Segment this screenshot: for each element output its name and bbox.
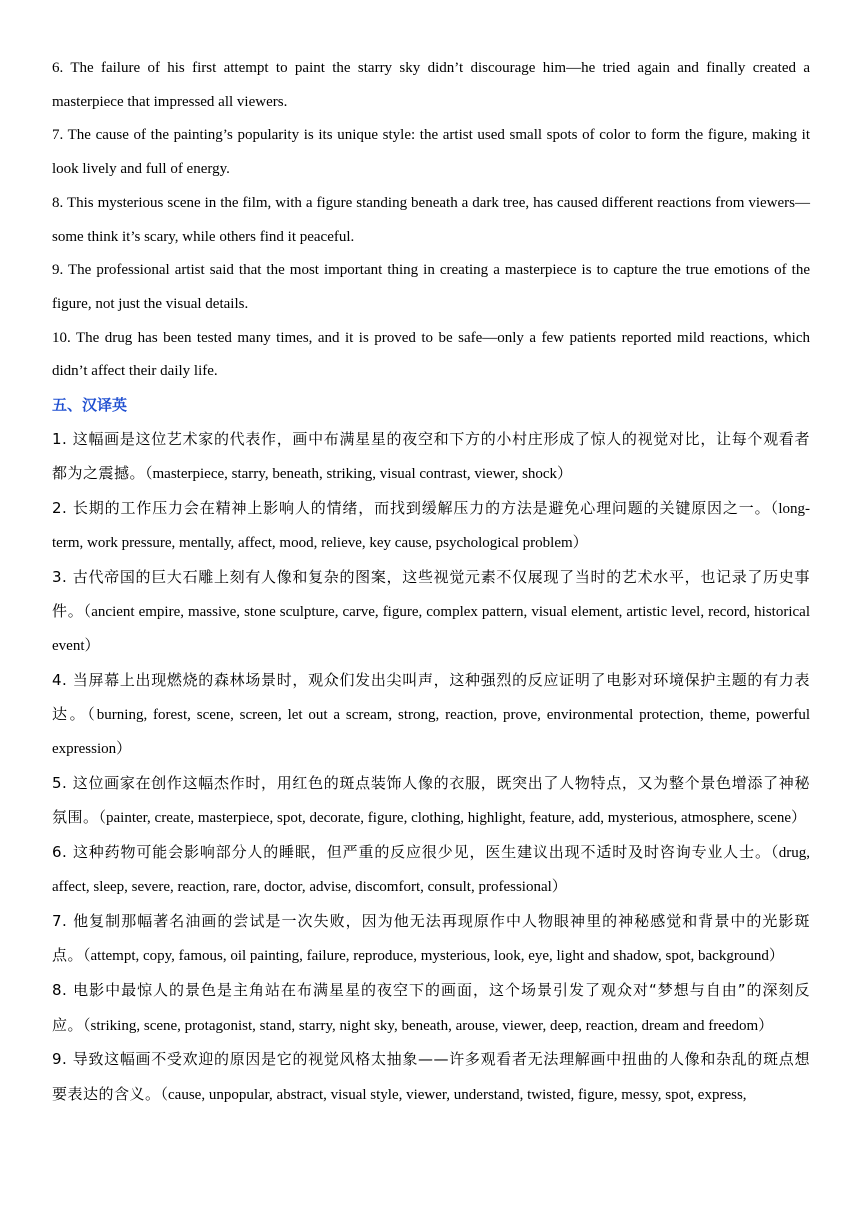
translation-chinese: 5. 这位画家在创作这幅杰作时，用红色的斑点装饰人像的衣服，既突出了人物特点，又为整个景色增添了神秘氛围。: [52, 773, 810, 827]
translation-chinese: 2. 长期的工作压力会在精神上影响人的情绪，而找到缓解压力的方法是避免心理问题的关键原因之一。: [52, 499, 771, 518]
translation-hint: （masterpiece, starry, beneath, striking, visual contrast, viewer, shock）: [145, 466, 573, 483]
english-sentence-7: 7. The cause of the painting’s popularity is its unique style: the artist used small spots of color to form the figure, making it look lively and full of energy.: [52, 127, 810, 178]
translation-chinese: 4. 当屏幕上出现燃烧的森林场景时，观众们发出尖叫声，这种强烈的反应证明了电影对环境保护主题的有力表达。: [52, 670, 810, 724]
translation-item: [52, 1043, 810, 1112]
translation-item: [52, 836, 810, 904]
translation-chinese: 8. 电影中最惊人的景色是主角站在布满星星的夜空下的画面，这个场景引发了观众对“梦想与自由”的深刻反应。: [52, 980, 810, 1034]
translation-chinese: 3. 古代帝国的巨大石雕上刻有人像和复杂的图案，这些视觉元素不仅展现了当时的艺术水平，也记录了历史事件。: [52, 567, 810, 621]
translation-chinese: 7. 他复制那幅著名油画的尝试是一次失败，因为他无法再现原作中人物眼神里的神秘感觉和背景中的光影斑点。: [52, 911, 810, 965]
document-page: [52, 52, 810, 1113]
translation-chinese: 1. 这幅画是这位艺术家的代表作，画中布满星星的夜空和下方的小村庄形成了惊人的视觉对比，让每个观看者都为之震撼。: [52, 429, 810, 483]
translation-hint: （ancient empire, massive, stone sculpture, carve, figure, complex pattern, visual element, artistic level, record, historical event）: [52, 604, 810, 654]
translation-item: [52, 767, 810, 836]
section-heading: 五、汉译英: [52, 396, 128, 415]
translation-hint: （drug, affect, sleep, severe, reaction, rare, doctor, advise, discomfort, consult, professional）: [52, 845, 810, 895]
translation-chinese: 6. 这种药物可能会影响部分人的睡眠，但严重的反应很少见，医生建议出现不适时及时咨询专业人士。: [52, 843, 771, 862]
english-sentence-9: 9. The professional artist said that the most important thing in creating a masterpiece is to capture the true emotions of the figure, not just the visual details.: [52, 262, 810, 312]
translation-hint: （long-term, work pressure, mentally, affect, mood, relieve, key cause, psychological problem）: [52, 501, 810, 551]
translation-item: [52, 423, 810, 492]
english-sentence-6: 6. The failure of his first attempt to paint the starry sky didn’t discourage him—he tried again and finally created a masterpiece that impressed all viewers.: [52, 60, 810, 110]
translation-item: [52, 905, 810, 974]
translation-chinese: 9. 导致这幅画不受欢迎的原因是它的视觉风格太抽象——许多观看者无法理解画中扭曲的人像和杂乱的斑点想要表达的含义。: [52, 1050, 810, 1104]
translation-item: [52, 561, 810, 664]
english-sentence-10: 10. The drug has been tested many times, and it is proved to be safe—only a few patients reported mild reactions, which didn’t affect their daily life.: [52, 329, 810, 380]
translation-hint: （burning, forest, scene, screen, let out a scream, strong, reaction, prove, environmental protection, theme, powerful expression）: [52, 707, 810, 758]
translation-item: [52, 664, 810, 767]
english-sentence-8: 8. This mysterious scene in the film, with a figure standing beneath a dark tree, has caused different reactions from viewers—some think it’s scary, while others find it peaceful.: [52, 194, 810, 245]
translation-hint: （striking, scene, protagonist, stand, starry, night sky, beneath, arouse, viewer, deep, reaction, dream and freedom）: [83, 1017, 774, 1034]
translation-item: [52, 492, 810, 560]
translation-item: [52, 974, 810, 1043]
translation-hint: （cause, unpopular, abstract, visual style, viewer, understand, twisted, figure, messy, spot, express,: [160, 1087, 747, 1104]
translation-hint: （painter, create, masterpiece, spot, decorate, figure, clothing, highlight, feature, add, mysterious, atmosphere, scene）: [98, 810, 806, 827]
translation-hint: （attempt, copy, famous, oil painting, failure, reproduce, mysterious, look, eye, light and shadow, spot, background）: [83, 948, 784, 965]
